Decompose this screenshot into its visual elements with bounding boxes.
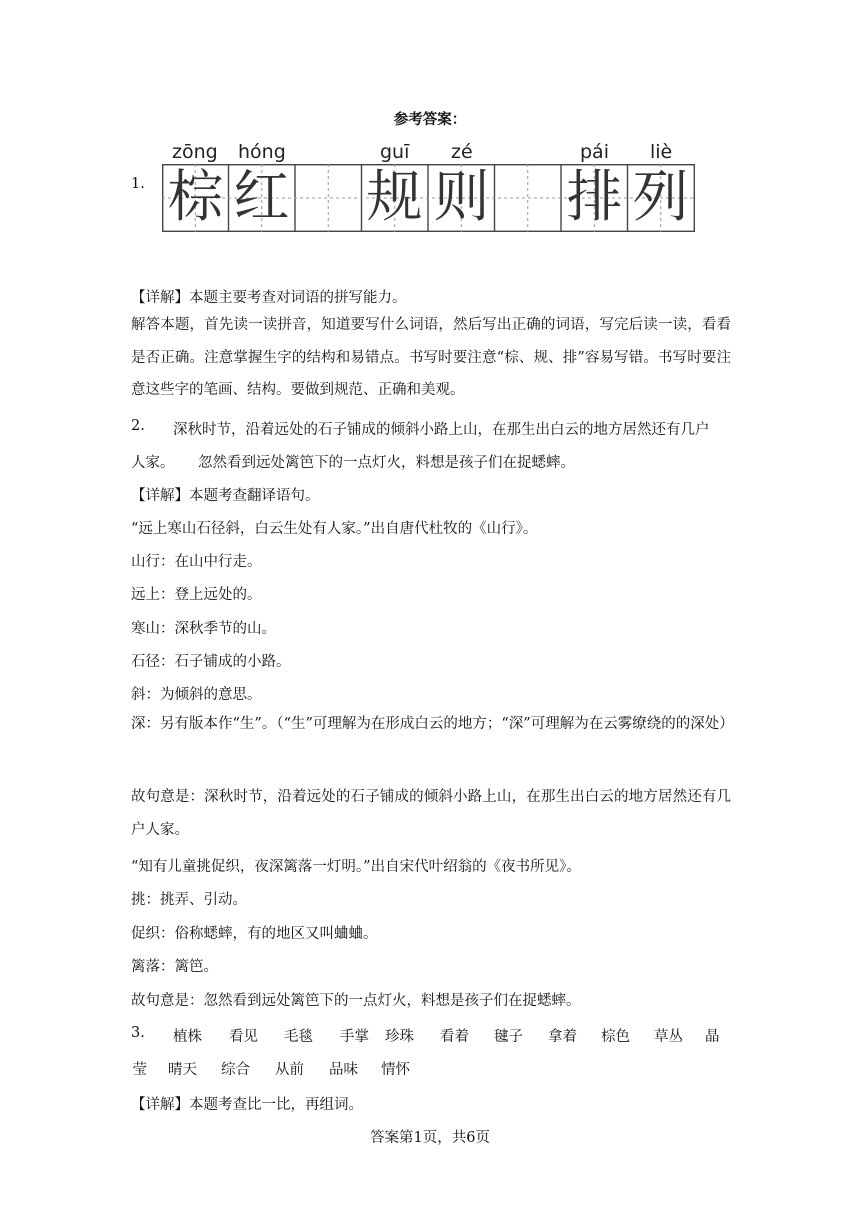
explanation-paragraph-1: 解答本题，首先读一读拼音，知道要写什么词语，然后写出正确的词语，写完后读一读，看看是否正确。注意掌握生字的结构和易错点。书写时要注意“棕、规、排”容易写错。书写时要注意这些字的笔画、结构。要做到规范、正确和美观。 [131,317,731,398]
pinyin-3: guī [380,141,410,163]
explanation-line: “远上寒山石径斜，白云生处有人家。”出自唐代杜牧的《山行》。 [131,521,538,537]
word-item-wrapped: 晶 [705,1029,720,1045]
explanation-paragraph: 故句意是：深秋时节，沿着远处的石子铺成的倾斜小路上山，在那生出白云的地方居然还有几户人家。 [131,789,731,838]
explanation-line: 篱落：篱笆。 [131,959,218,975]
question-number-2: 2. [131,418,145,434]
explanation-line: 山行：在山中行走。 [131,554,262,570]
word-item: 看着 [440,1029,469,1045]
tianzige-grid [162,164,695,232]
question-number-3: 3. [131,1025,145,1041]
word-item: 珍珠 [385,1029,414,1045]
word-item: 看见 [229,1029,258,1045]
word-item-wrapped-continued: 莹 [132,1062,147,1078]
word-item: 植株 [173,1029,202,1045]
answer-char-2: 红 [233,165,290,230]
answer-char-1: 棕 [167,165,224,230]
explanation-line: “知有儿童挑促织，夜深篱落一灯明。”出自宋代叶绍翁的《夜书所见》。 [131,859,581,875]
word-item: 草丛 [654,1029,683,1045]
explanation-line: 石径：石子铺成的小路。 [131,654,291,670]
detail-heading-1: 【详解】本题主要考查对词语的拼写能力。 [131,290,407,306]
word-item: 综合 [221,1062,250,1078]
answer-char-6: 列 [632,165,689,230]
answer-char-5: 排 [566,165,623,230]
answer-2-line-2a: 人家。 [131,455,175,471]
word-item: 从前 [275,1062,304,1078]
word-item: 情怀 [381,1062,410,1078]
pinyin-6: liè [650,141,673,163]
page-title: 参考答案： [393,111,467,128]
word-item: 棕色 [601,1029,630,1045]
word-item: 毽子 [494,1029,523,1045]
explanation-line: 促织：俗称蟋蟀，有的地区又叫蛐蛐。 [131,926,378,942]
word-item: 毛毯 [284,1029,313,1045]
explanation-line: 挑：挑弄、引动。 [131,892,247,908]
answer-2-line-1: 深秋时节，沿着远处的石子铺成的倾斜小路上山，在那生出白云的地方居然还有几户 [173,422,710,438]
answer-char-3: 规 [366,165,423,230]
detail-heading-2: 【详解】本题考查翻译语句。 [131,488,320,504]
explanation-line: 故句意是：忽然看到远处篱笆下的一点灯火，料想是孩子们在捉蟋蟀。 [131,993,581,1009]
question-number-1: 1. [131,176,145,192]
explanation-paragraph: 深：另有版本作“生”。（“生”可理解为在形成白云的地方；“深”可理解为在云雾缭绕的的深处） [131,716,734,732]
explanation-line: 远上：登上远处的。 [131,587,262,603]
word-item: 品味 [329,1062,358,1078]
pinyin-2: hóng [238,141,286,163]
word-item: 晴天 [168,1062,197,1078]
explanation-line: 斜：为倾斜的意思。 [131,687,262,703]
pinyin-5: pái [580,141,609,163]
word-item: 拿着 [548,1029,577,1045]
detail-heading-3: 【详解】本题考查比一比，再组词。 [131,1097,363,1113]
answer-2-line-2b: 忽然看到远处篱笆下的一点灯火，料想是孩子们在捉蟋蟀。 [198,455,575,471]
explanation-line: 寒山：深秋季节的山。 [131,621,276,637]
pinyin-1: zōng [172,141,218,163]
page-footer: 答案第1页，共6页 [370,1130,490,1146]
word-item: 手掌 [340,1029,369,1045]
pinyin-4: zé [451,141,473,163]
answer-char-4: 则 [433,165,490,230]
